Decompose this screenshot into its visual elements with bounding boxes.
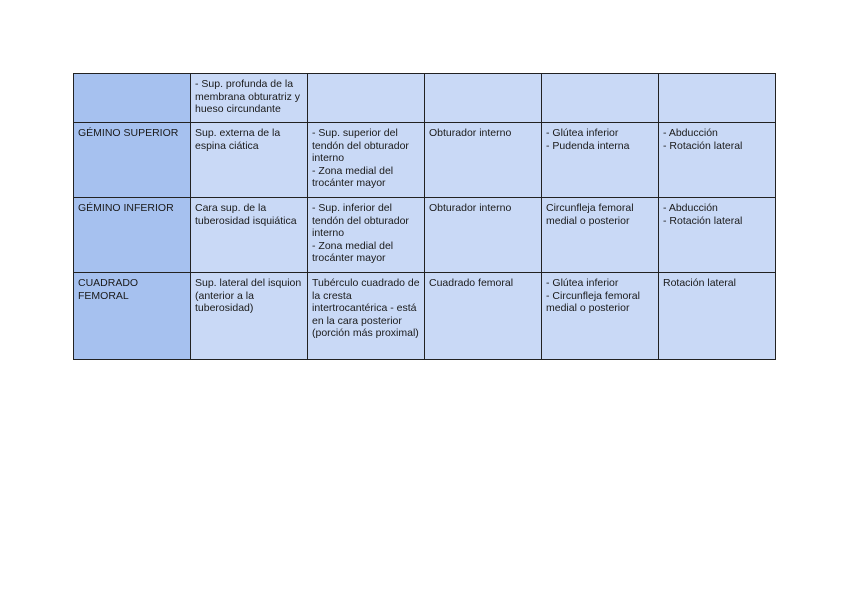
insertion-cell: - Sup. inferior del tendón del obturador interno - Zona medial del trocánter mayor bbox=[308, 198, 425, 273]
action-cell: - Abducción - Rotación lateral bbox=[659, 198, 776, 273]
artery-cell bbox=[542, 74, 659, 123]
nerve-cell: Obturador interno bbox=[425, 198, 542, 273]
origin-cell: Sup. externa de la espina ciática bbox=[191, 123, 308, 198]
muscle-table bbox=[73, 73, 776, 360]
nerve-cell: Cuadrado femoral bbox=[425, 273, 542, 360]
table-row bbox=[74, 273, 776, 360]
action-cell: Rotación lateral bbox=[659, 273, 776, 360]
origin-cell: Cara sup. de la tuberosidad isquiática bbox=[191, 198, 308, 273]
artery-cell: - Glútea inferior - Pudenda interna bbox=[542, 123, 659, 198]
action-cell bbox=[659, 74, 776, 123]
muscle-name-cell: GÉMINO SUPERIOR bbox=[74, 123, 191, 198]
muscle-name-cell: GÉMINO INFERIOR bbox=[74, 198, 191, 273]
table-row bbox=[74, 123, 776, 198]
action-cell: - Abducción - Rotación lateral bbox=[659, 123, 776, 198]
muscle-name-cell: CUADRADO FEMORAL bbox=[74, 273, 191, 360]
artery-cell: - Glútea inferior - Circunfleja femoral medial o posterior bbox=[542, 273, 659, 360]
origin-cell: - Sup. profunda de la membrana obturatriz y hueso circundante bbox=[191, 74, 308, 123]
table-row bbox=[74, 74, 776, 123]
artery-cell: Circunfleja femoral medial o posterior bbox=[542, 198, 659, 273]
insertion-cell: Tubérculo cuadrado de la cresta intertrocantérica - está en la cara posterior (porción más proximal) bbox=[308, 273, 425, 360]
insertion-cell: - Sup. superior del tendón del obturador interno - Zona medial del trocánter mayor bbox=[308, 123, 425, 198]
table-row bbox=[74, 198, 776, 273]
nerve-cell: Obturador interno bbox=[425, 123, 542, 198]
nerve-cell bbox=[425, 74, 542, 123]
origin-cell: Sup. lateral del isquion (anterior a la tuberosidad) bbox=[191, 273, 308, 360]
muscle-name-cell bbox=[74, 74, 191, 123]
insertion-cell bbox=[308, 74, 425, 123]
